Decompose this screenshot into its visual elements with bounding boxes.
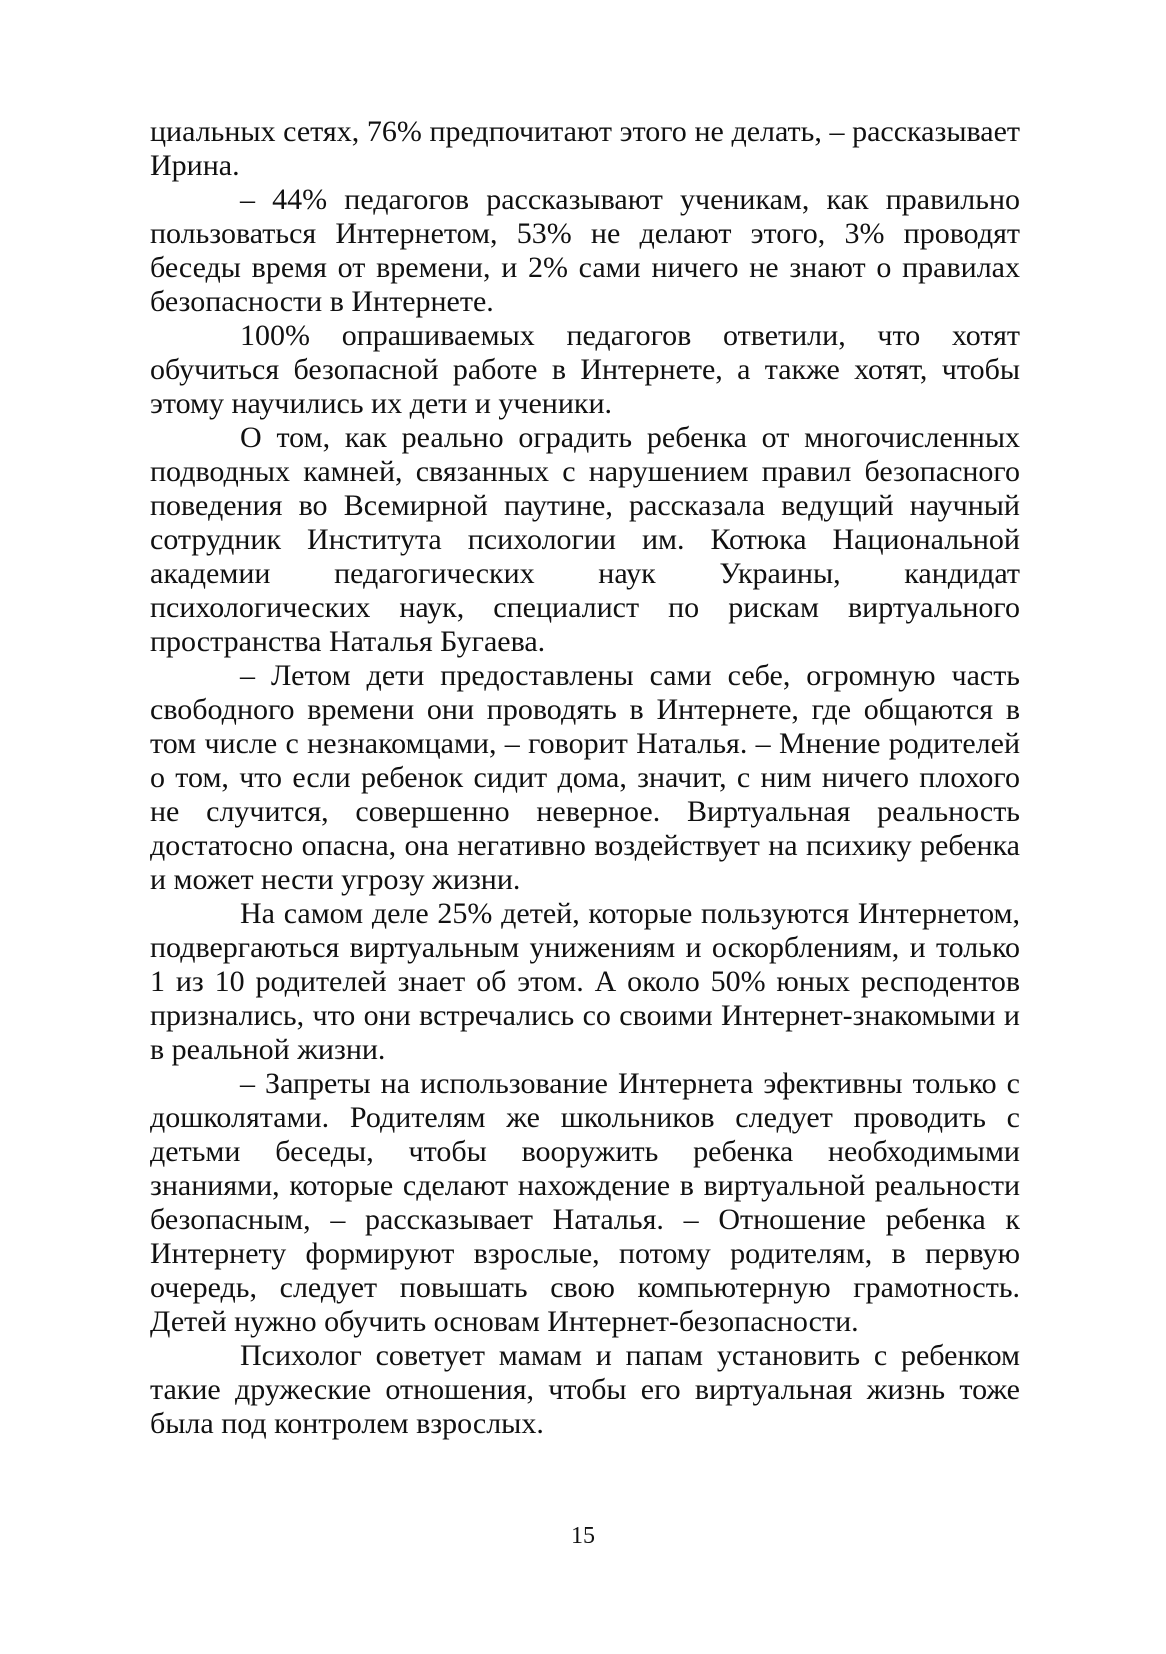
paragraph-1: циальных сетях, 76% предпочитают этого не делать, – рассказывает Ирина. [150, 115, 1020, 182]
paragraph-7: – Запреты на использование Интернета эфективны только с дошколятами. Родителям же школьников следует проводить с детьми беседы, чтобы вооружить ребенка необходимыми знаниями, которые сделают нахождение в виртуальной реальности безопасным, – рассказывает Наталья. – Отношение ребенка к Интернету формируют взрослые, потому родителям, в первую очередь, следует повышать свою компьютерную грамотность. Детей нужно обучить основам Интернет-безопасности. [150, 1067, 1020, 1338]
paragraph-8: Психолог советует мамам и папам установить с ребенком такие дружеские отношения, чтобы его виртуальная жизнь тоже была под контролем взрослых. [150, 1339, 1020, 1440]
paragraph-3: 100% опрашиваемых педагогов ответили, что хотят обучиться безопасной работе в Интернете, а также хотят, чтобы этому научились их дети и ученики. [150, 319, 1020, 420]
paragraph-4: О том, как реально оградить ребенка от многочисленных подводных камней, связанных с нарушением правил безопасного поведения во Всемирной паутине, рассказала ведущий научный сотрудник Института психологии им. Котюка Национальной академии педагогических наук Украины, кандидат психологических наук, специалист по рискам виртуального пространства Наталья Бугаева. [150, 421, 1020, 658]
paragraph-5: – Летом дети предоставлены сами себе, огромную часть свободного времени они проводять в Интернете, где общаются в том числе с незнакомцами, – говорит Наталья. – Мнение родителей о том, что если ребенок сидит дома, значит, с ним ничего плохого не случится, совершенно неверное. Виртуальная реальность достатосно опасна, она негативно воздействует на психику ребенка и может нести угрозу жизни. [150, 659, 1020, 896]
page-body [150, 115, 1020, 1441]
paragraph-2: – 44% педагогов рассказывают ученикам, как правильно пользоваться Интернетом, 53% не делают этого, 3% проводят беседы время от времени, и 2% сами ничего не знают о правилах безопасности в Интернете. [150, 183, 1020, 318]
paragraph-6: На самом деле 25% детей, которые пользуются Интернетом, подвергаються виртуальным унижениям и оскорблениям, и только 1 из 10 родителей знает об этом. А около 50% юных респодентов признались, что они встречались со своими Интернет-знакомыми и в реальной жизни. [150, 897, 1020, 1066]
page-number: 15 [571, 1523, 595, 1549]
